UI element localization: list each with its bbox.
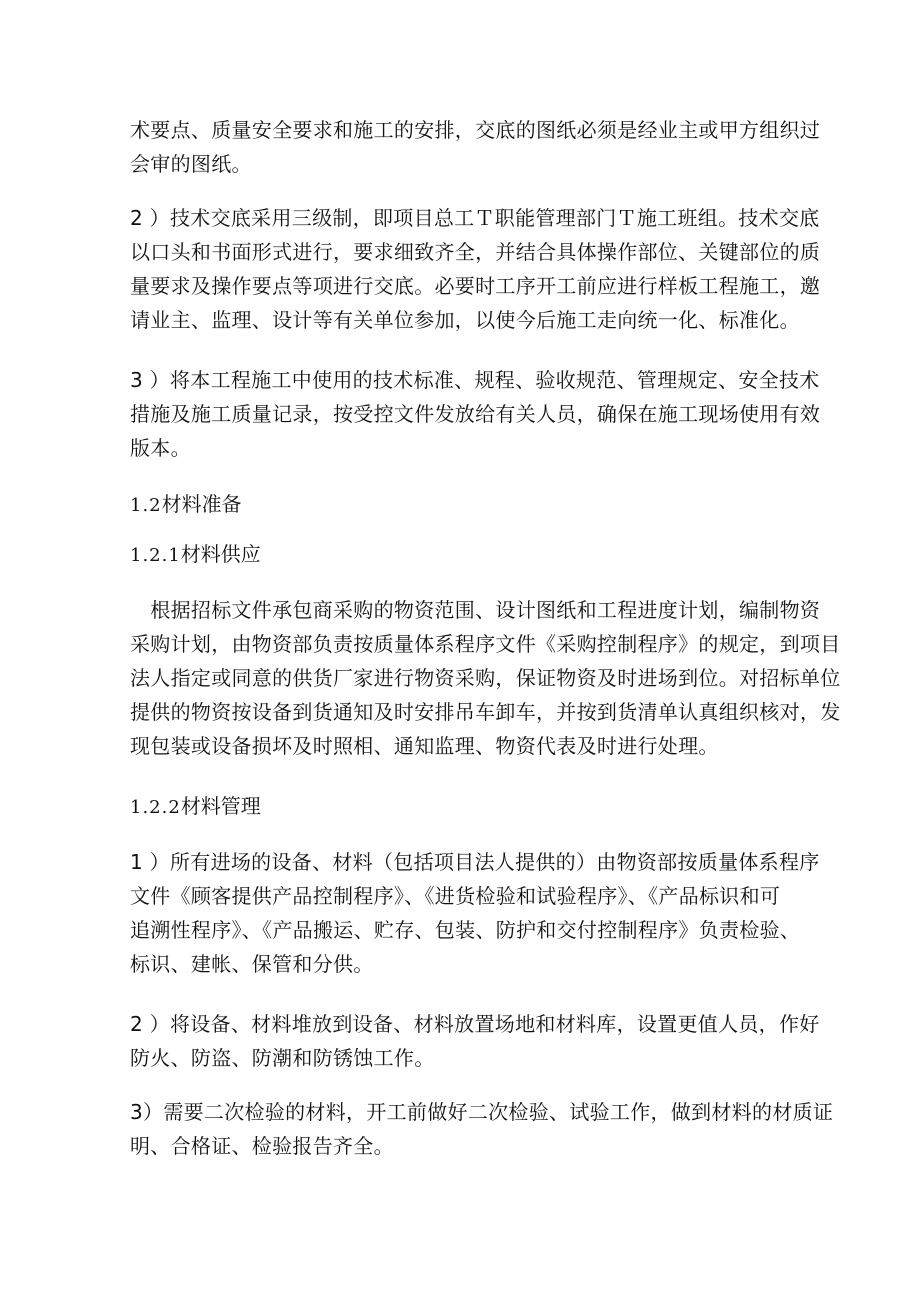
- paragraph-material-supply: [130, 593, 870, 763]
- paragraph-controlled-documents: [130, 363, 870, 465]
- text-line: 根据招标文件承包商采购的物资范围、设计图纸和工程进度计划，编制物资: [130, 598, 821, 622]
- text-line: 明、合格证、检验报告齐全。: [130, 1134, 394, 1158]
- text-line: 法人指定或同意的供货厂家进行物资采购，保证物资及时进场到位。对招标单位: [130, 666, 841, 690]
- section-title: 材料管理: [180, 794, 261, 818]
- text-line: 3）需要二次检验的材料，开工前做好二次检验、试验工作，做到材料的材质证: [130, 1100, 834, 1124]
- paragraph-technical-briefing-continued: [130, 113, 870, 181]
- section-heading-material-preparation: [130, 487, 242, 523]
- text-line: 3 ）将本工程施工中使用的技术标准、规程、验收规范、管理规定、安全技术: [130, 368, 820, 392]
- section-title: 材料供应: [180, 542, 261, 566]
- text-line: 措施及施工质量记录，按受控文件发放给有关人员，确保在施工现场使用有效: [130, 402, 821, 426]
- text-line: 追溯性程序》、《产品搬运、贮存、包装、防护和交付控制程序》负责检验、: [130, 918, 801, 942]
- paragraph-secondary-inspection: [130, 1095, 870, 1163]
- text-line: 请业主、监理、设计等有关单位参加，以使今后施工走向统一化、标准化。: [130, 308, 800, 332]
- text-line: 版本。: [130, 436, 191, 460]
- text-line: 文件《顾客提供产品控制程序》、《进货检验和试验程序》、《产品标识和可: [130, 884, 781, 908]
- text-line: 防火、防盗、防潮和防锈蚀工作。: [130, 1046, 435, 1070]
- text-line: 2 ）将设备、材料堆放到设备、材料放置场地和材料库，设置更值人员，作好: [130, 1012, 820, 1036]
- section-number: 1.2.1: [130, 545, 181, 566]
- section-heading-material-supply: [130, 537, 261, 573]
- section-heading-material-management: [130, 789, 261, 825]
- text-line: 标识、建帐、保管和分供。: [130, 952, 374, 976]
- paragraph-three-level-briefing: [130, 201, 870, 337]
- text-line: 量要求及操作要点等项进行交底。必要时工序开工前应进行样板工程施工，邀: [130, 274, 821, 298]
- section-title: 材料准备: [161, 492, 242, 516]
- text-line: 会审的图纸。: [130, 152, 252, 176]
- section-number: 1.2.2: [130, 797, 181, 818]
- text-line: 1 ）所有进场的设备、材料（包括项目法人提供的）由物资部按质量体系程序: [130, 850, 820, 874]
- section-number: 1.2: [130, 495, 162, 516]
- text-line: 提供的物资按设备到货通知及时安排吊车卸车，并按到货清单认真组织核对，发: [130, 700, 841, 724]
- paragraph-storage: [130, 1007, 870, 1075]
- paragraph-incoming-materials: [130, 845, 870, 981]
- text-line: 2 ）技术交底采用三级制，即项目总工Ｔ职能管理部门Ｔ施工班组。技术交底: [130, 206, 820, 230]
- text-line: 以口头和书面形式进行，要求细致齐全，并结合具体操作部位、关键部位的质: [130, 240, 821, 264]
- text-line: 现包装或设备损坏及时照相、通知监理、物资代表及时进行处理。: [130, 734, 719, 758]
- text-line: 术要点、质量安全要求和施工的安排，交底的图纸必须是经业主或甲方组织过: [130, 118, 821, 142]
- text-line: 采购计划，由物资部负责按质量体系程序文件《采购控制程序》的规定，到项目: [130, 632, 841, 656]
